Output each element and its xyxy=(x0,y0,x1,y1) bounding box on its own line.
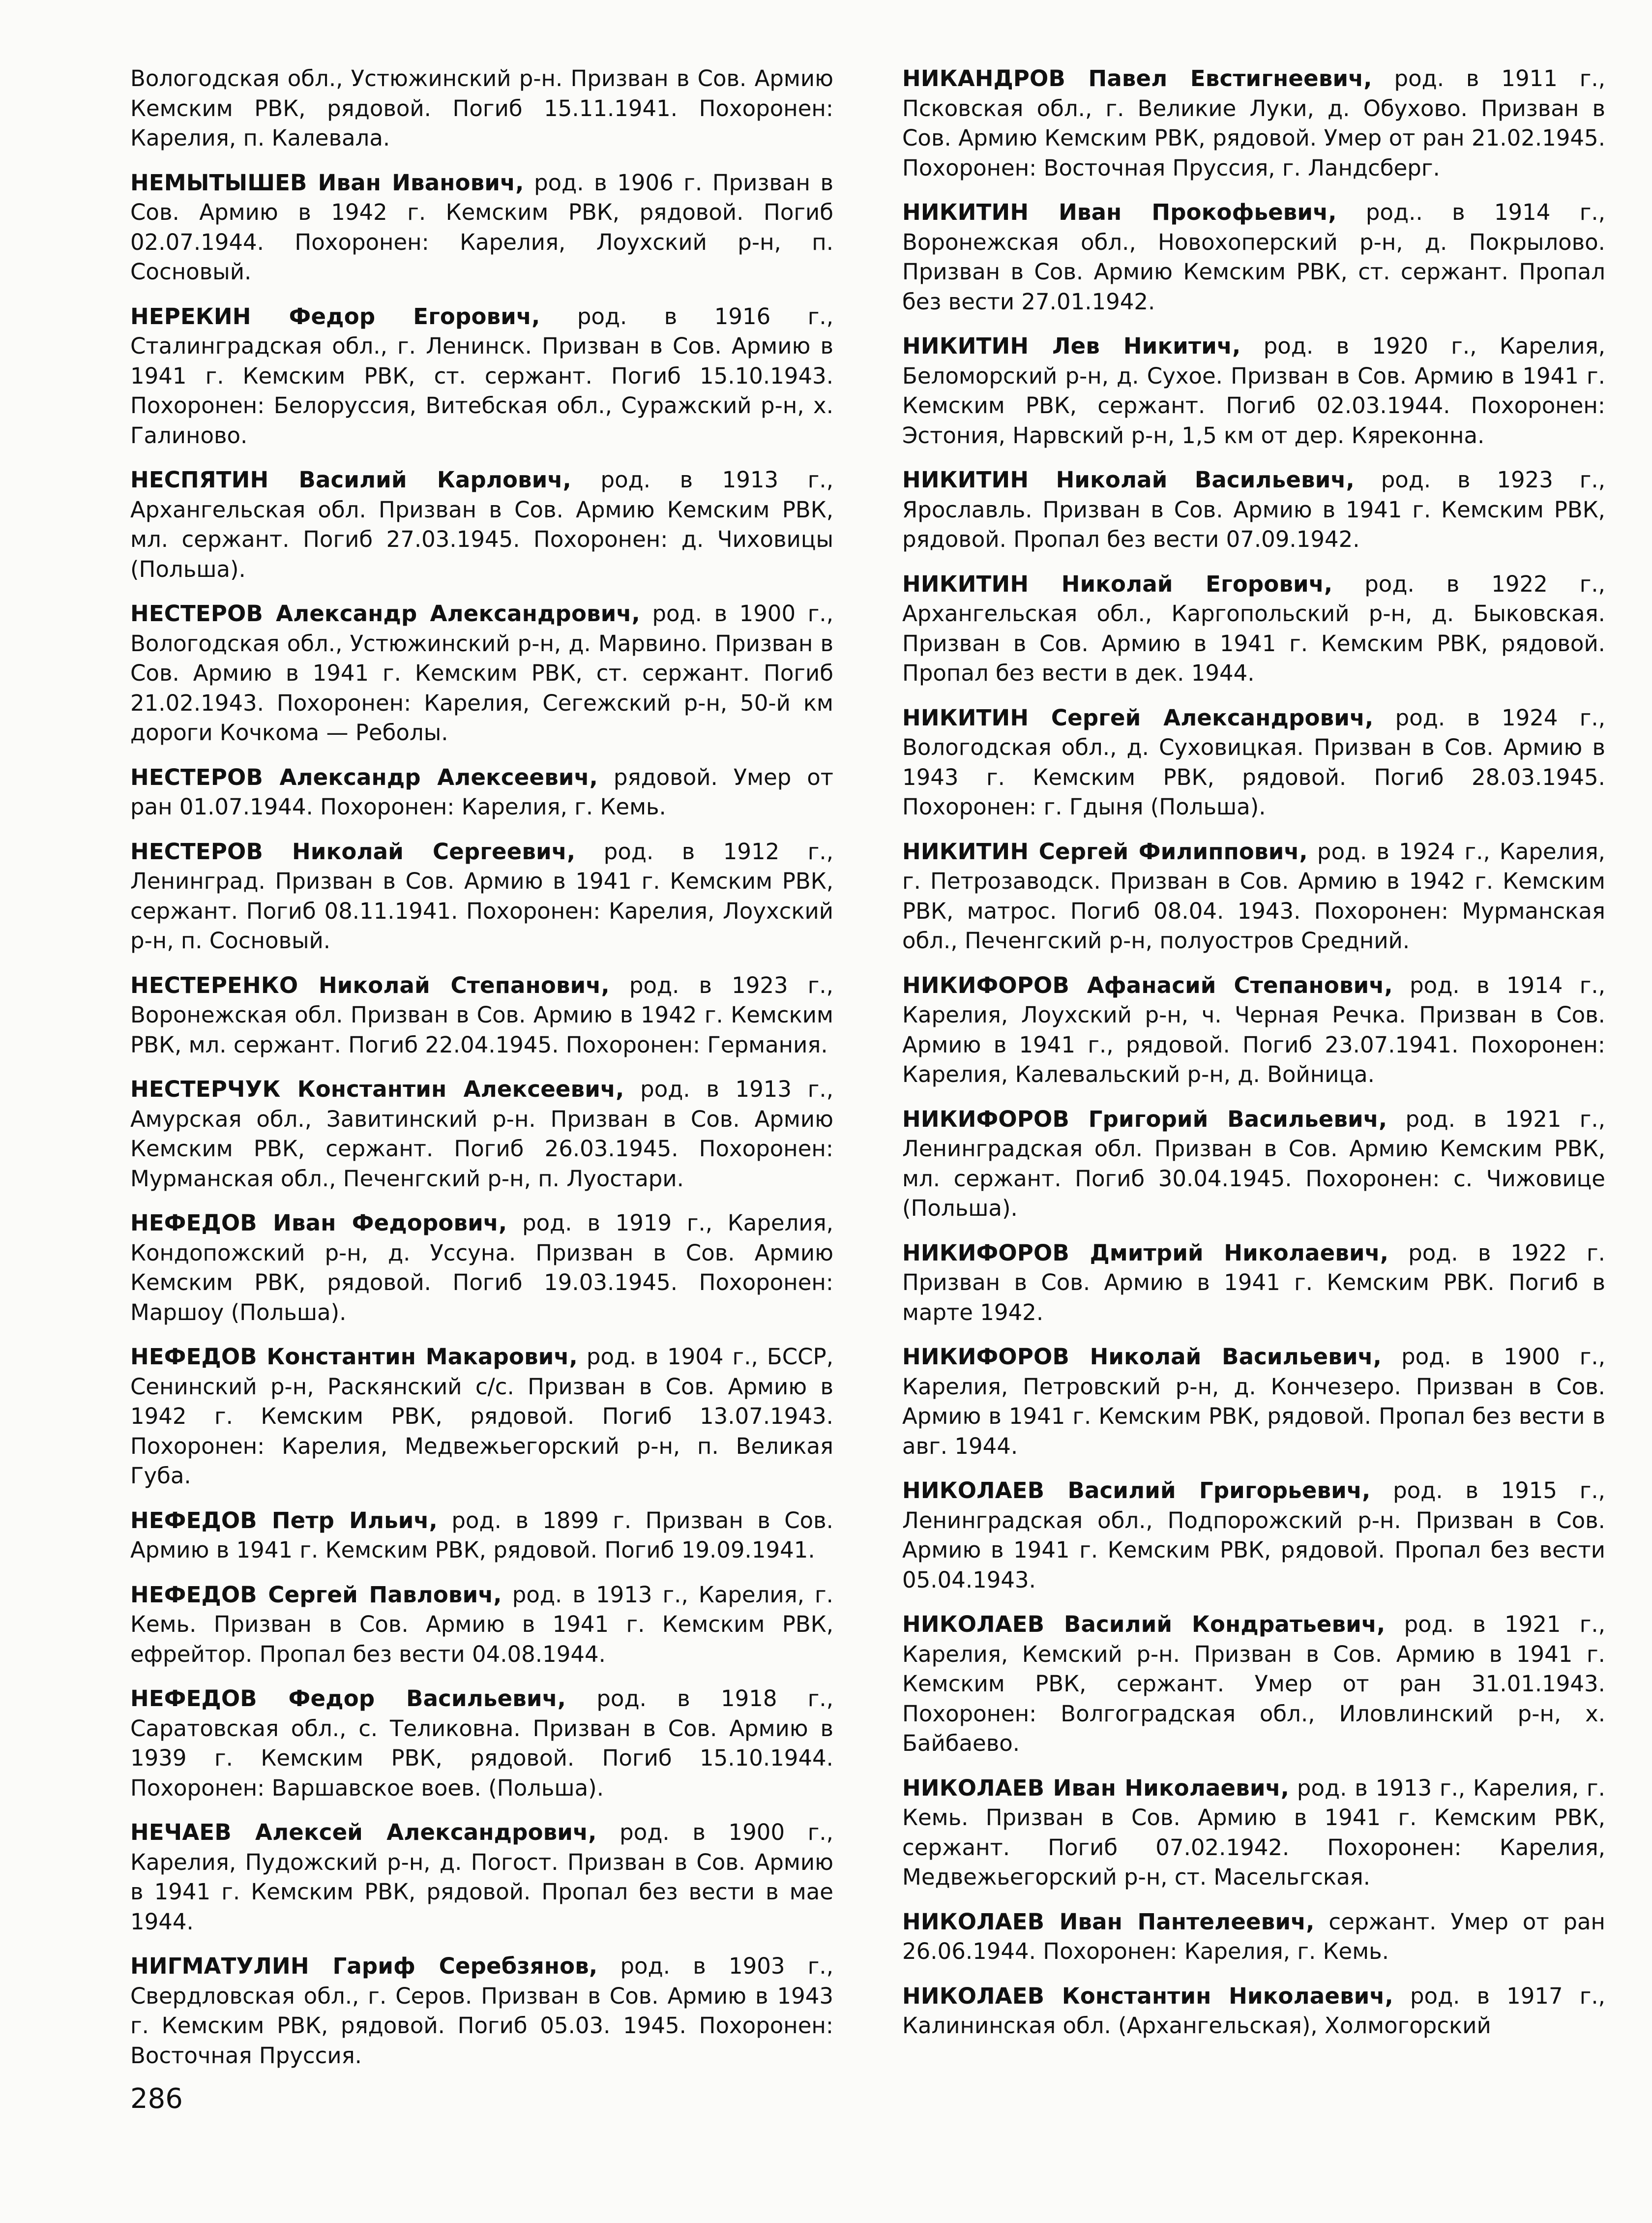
entry-text: род. в 1911 г., Псковская обл., г. Великие Луки, д. Обухово. Призван в Сов. Армию Кемским РВК, рядовой. Умер от ран 21.02.1945. Похоронен: Восточная Пруссия, г. Ландсберг. xyxy=(902,65,1605,181)
entry-text: род. в 1913 г., Карелия, г. Кемь. Призван в Сов. Армию в 1941 г. Кемским РВК, ефрейтор. Пропал без вести 04.08.1944. xyxy=(130,1581,833,1667)
entry-name: НЕРЕКИН Федор Егорович, xyxy=(130,303,540,330)
entry-text: род. в 1923 г., Ярославль. Призван в Сов. Армию в 1941 г. Кемским РВК, рядовой. Пропал без вести 07.09.1942. xyxy=(902,467,1605,552)
entry-text: род. в 1917 г., Калининская обл. (Архангельская), Холмогорский xyxy=(902,1983,1605,2039)
biography-entry xyxy=(130,1208,833,1327)
biography-entry xyxy=(130,302,833,451)
biography-entry xyxy=(130,1684,833,1803)
biography-entry xyxy=(130,971,833,1060)
entry-name: НЕМЫТЫШЕВ Иван Иванович, xyxy=(130,169,524,196)
entry-name: НИКОЛАЕВ Иван Николаевич, xyxy=(902,1774,1290,1801)
biography-entry xyxy=(902,1342,1605,1461)
entry-text: род. в 1922 г. Призван в Сов. Армию в 1941 г. Кемским РВК. Погиб в марте 1942. xyxy=(902,1239,1605,1325)
entry-name: НЕФЕДОВ Федор Васильевич, xyxy=(130,1685,566,1712)
entry-text: рядовой. Умер от ран 01.07.1944. Похоронен: Карелия, г. Кемь. xyxy=(130,764,833,820)
entry-text: род. в 1904 г., БССР, Сенинский р-н, Раскянский с/с. Призван в Сов. Армию в 1942 г. Кемским РВК, рядовой. Погиб 13.07.1943. Похоронен: Карелия, Медвежьегорский р-н, п. Великая Губа. xyxy=(130,1344,833,1489)
entry-name: НИКИТИН Сергей Александрович, xyxy=(902,704,1374,731)
biography-entry xyxy=(130,1342,833,1491)
entry-name: НЕСТЕРОВ Александр Алексеевич, xyxy=(130,764,598,790)
biography-entry xyxy=(130,64,833,153)
biography-entry xyxy=(902,971,1605,1090)
biography-entry xyxy=(130,763,833,822)
entry-name: НЕСТЕРЕНКО Николай Степанович, xyxy=(130,972,610,998)
biography-entry xyxy=(902,64,1605,183)
entry-text: род. в 1924 г., Карелия, г. Петрозаводск. Призван в Сов. Армию в 1942 г. Кемским РВК, матрос. Погиб 08.04. 1943. Похоронен: Мурманская обл., Печенгский р-н, полуостров Средний. xyxy=(902,838,1605,954)
entry-name: НЕЧАЕВ Алексей Александрович, xyxy=(130,1819,597,1845)
biography-entry xyxy=(902,1907,1605,1967)
entry-name: НИКИТИН Иван Прокофьевич, xyxy=(902,199,1337,225)
entry-text: род. в 1912 г., Ленинград. Призван в Сов. Армию в 1941 г. Кемским РВК, сержант. Погиб 08.11.1941. Похоронен: Карелия, Лоухский р-н, п. Сосновый. xyxy=(130,838,833,954)
entry-name: НИКАНДРОВ Павел Евстигнеевич, xyxy=(902,65,1372,91)
biography-entry xyxy=(902,1238,1605,1328)
entry-name: НИКИФОРОВ Афанасий Степанович, xyxy=(902,972,1393,998)
biography-entry xyxy=(902,198,1605,317)
entry-name: НЕСПЯТИН Василий Карлович, xyxy=(130,467,571,493)
entry-name: НИКОЛАЕВ Василий Григорьевич, xyxy=(902,1477,1371,1503)
entry-text: род. в 1900 г., Карелия, Петровский р-н, д. Кончезеро. Призван в Сов. Армию в 1941 г. Кемским РВК, рядовой. Пропал без вести в авг. 1944. xyxy=(902,1344,1605,1459)
entry-text: род. в 1913 г., Архангельская обл. Призван в Сов. Армию Кемским РВК, мл. сержант. Погиб 27.03.1945. Похоронен: д. Чиховицы (Польша). xyxy=(130,467,833,582)
biography-entry xyxy=(130,168,833,287)
entry-text: род. в 1900 г., Карелия, Пудожский р-н, д. Погост. Призван в Сов. Армию в 1941 г. Кемским РВК, рядовой. Пропал без вести в мае 1944. xyxy=(130,1819,833,1935)
entry-name: НИКОЛАЕВ Иван Пантелеевич, xyxy=(902,1908,1315,1935)
entry-text: сержант. Умер от ран 26.06.1944. Похоронен: Карелия, г. Кемь. xyxy=(902,1908,1605,1964)
entry-text: род. в 1923 г., Воронежская обл. Призван в Сов. Армию в 1942 г. Кемским РВК, мл. сержант. Погиб 22.04.1945. Похоронен: Германия. xyxy=(130,972,833,1058)
entry-text: род. в 1913 г., Амурская обл., Завитинский р-н. Призван в Сов. Армию Кемским РВК, сержант. Погиб 26.03.1945. Похоронен: Мурманская обл., Печенгский р-н, п. Луостари. xyxy=(130,1076,833,1192)
biography-entry xyxy=(902,1476,1605,1595)
biography-entry xyxy=(902,1105,1605,1224)
entry-text: род. в 1899 г. Призван в Сов. Армию в 1941 г. Кемским РВК, рядовой. Погиб 19.09.1941. xyxy=(130,1507,833,1563)
entry-text: род. в 1921 г., Карелия, Кемский р-н. Призван в Сов. Армию в 1941 г. Кемским РВК, сержант. Умер от ран 31.01.1943. Похоронен: Волгоградская обл., Иловлинский р-н, х. Байбаево. xyxy=(902,1611,1605,1756)
entry-name: НИКИТИН Николай Егорович, xyxy=(902,571,1333,597)
entry-text: род. в 1924 г., Вологодская обл., д. Суховицкая. Призван в Сов. Армию в 1943 г. Кемским РВК, рядовой. Погиб 28.03.1945. Похоронен: г. Гдыня (Польша). xyxy=(902,704,1605,820)
entry-name: НЕСТЕРОВ Александр Александрович, xyxy=(130,601,640,627)
biography-entry xyxy=(902,1982,1605,2041)
entry-name: НИКОЛАЕВ Василий Кондратьевич, xyxy=(902,1611,1386,1637)
entry-text: род. в 1915 г., Ленинградская обл., Подпорожский р-н. Призван в Сов. Армию в 1941 г. Кемским РВК, рядовой. Пропал без вести 05.04.1943. xyxy=(902,1477,1605,1593)
biography-entry xyxy=(130,1506,833,1565)
entry-name: НИКИТИН Сергей Филиппович, xyxy=(902,838,1308,865)
entry-text: род. в 1922 г., Архангельская обл., Каргопольский р-н, д. Быковская. Призван в Сов. Армию в 1941 г. Кемским РВК, рядовой. Пропал без вести в дек. 1944. xyxy=(902,571,1605,686)
entry-name: НИГМАТУЛИН Гариф Серебзянов, xyxy=(130,1953,598,1979)
entry-name: НЕФЕДОВ Сергей Павлович, xyxy=(130,1581,502,1608)
entry-name: НИКОЛАЕВ Константин Николаевич, xyxy=(902,1983,1393,2009)
entry-name: НЕФЕДОВ Петр Ильич, xyxy=(130,1507,438,1533)
biography-entry xyxy=(130,599,833,748)
biography-entry xyxy=(130,1580,833,1670)
page-number: 286 xyxy=(130,2083,183,2115)
entry-text: род. в 1906 г. Призван в Сов. Армию в 1942 г. Кемским РВК, рядовой. Погиб 02.07.1944. Похоронен: Карелия, Лоухский р-н, п. Сосновый. xyxy=(130,169,833,285)
entry-text: род. в 1913 г., Карелия, г. Кемь. Призван в Сов. Армию в 1941 г. Кемским РВК, сержант. Погиб 07.02.1942. Похоронен: Карелия, Медвежьегорский р-н, ст. Масельгская. xyxy=(902,1774,1605,1890)
right-column xyxy=(902,64,1605,2056)
entry-text: род. в 1916 г., Сталинградская обл., г. Ленинск. Призван в Сов. Армию в 1941 г. Кемским РВК, ст. сержант. Погиб 15.10.1943. Похоронен: Белоруссия, Витебская обл., Суражский р-н, х. Галиново. xyxy=(130,303,833,449)
entry-text: род. в 1918 г., Саратовская обл., с. Теликовна. Призван в Сов. Армию в 1939 г. Кемским РВК, рядовой. Погиб 15.10.1944. Похоронен: Варшавское воев. (Польша). xyxy=(130,1685,833,1801)
entry-name: НИКИТИН Николай Васильевич, xyxy=(902,467,1355,493)
biography-entry xyxy=(130,465,833,584)
biography-entry xyxy=(130,1952,833,2071)
entry-text: род. в 1920 г., Карелия, Беломорский р-н, д. Сухое. Призван в Сов. Армию в 1941 г. Кемским РВК, сержант. Погиб 02.03.1944. Похоронен: Эстония, Нарвский р-н, 1,5 км от дер. Кяреконна. xyxy=(902,333,1606,449)
entry-name: НЕФЕДОВ Иван Федорович, xyxy=(130,1210,507,1236)
entry-name: НИКИФОРОВ Григорий Васильевич, xyxy=(902,1106,1387,1132)
biography-entry xyxy=(130,1075,833,1194)
entry-name: НЕФЕДОВ Константин Макарович, xyxy=(130,1344,578,1370)
biography-entry xyxy=(902,837,1605,956)
biography-entry xyxy=(130,1818,833,1937)
entry-text: род. в 1919 г., Карелия, Кондопожский р-н, д. Уссуна. Призван в Сов. Армию Кемским РВК, рядовой. Погиб 19.03.1945. Похоронен: Маршоу (Польша). xyxy=(130,1210,833,1325)
biography-entry xyxy=(902,331,1605,451)
entry-name: НИКИТИН Лев Никитич, xyxy=(902,333,1241,359)
biography-entry xyxy=(902,1773,1605,1893)
entry-name: НИКИФОРОВ Николай Васильевич, xyxy=(902,1344,1382,1370)
entry-text: род.. в 1914 г., Воронежская обл., Новохоперский р-н, д. Покрылово. Призван в Сов. Армию Кемским РВК, ст. сержант. Пропал без вести 27.01.1942. xyxy=(902,199,1605,315)
biography-entry xyxy=(902,465,1605,555)
entry-name: НЕСТЕРОВ Николай Сергеевич, xyxy=(130,838,576,865)
entry-text: Вологодская обл., Устюжинский р-н. Призван в Сов. Армию Кемским РВК, рядовой. Погиб 15.11.1941. Похоронен: Карелия, п. Калевала. xyxy=(130,65,833,151)
entry-name: НИКИФОРОВ Дмитрий Николаевич, xyxy=(902,1239,1389,1266)
entry-text: род. в 1903 г., Свердловская обл., г. Серов. Призван в Сов. Армию в 1943 г. Кемским РВК, рядовой. Погиб 05.03. 1945. Похоронен: Восточная Пруссия. xyxy=(130,1953,834,2069)
entry-name: НЕСТЕРЧУК Константин Алексеевич, xyxy=(130,1076,624,1102)
left-column xyxy=(130,64,833,2085)
entry-text: род. в 1914 г., Карелия, Лоухский р-н, ч. Черная Речка. Призван в Сов. Армию в 1941 г., рядовой. Погиб 23.07.1941. Похоронен: Карелия, Калевальский р-н, д. Войница. xyxy=(902,972,1605,1087)
biography-entry xyxy=(902,1610,1605,1759)
entry-text: род. в 1900 г., Вологодская обл., Устюжинский р-н, д. Марвино. Призван в Сов. Армию в 1941 г. Кемским РВК, ст. сержант. Погиб 21.02.1943. Похоронен: Карелия, Сегежский р-н, 50-й км дороги Кочкома — Реболы. xyxy=(130,601,834,746)
entry-text: род. в 1921 г., Ленинградская обл. Призван в Сов. Армию Кемским РВК, мл. сержант. Погиб 30.04.1945. Похоронен: с. Чижовице (Польша). xyxy=(902,1106,1605,1221)
biography-entry xyxy=(902,570,1605,689)
biography-entry xyxy=(130,837,833,956)
biography-entry xyxy=(902,703,1605,822)
